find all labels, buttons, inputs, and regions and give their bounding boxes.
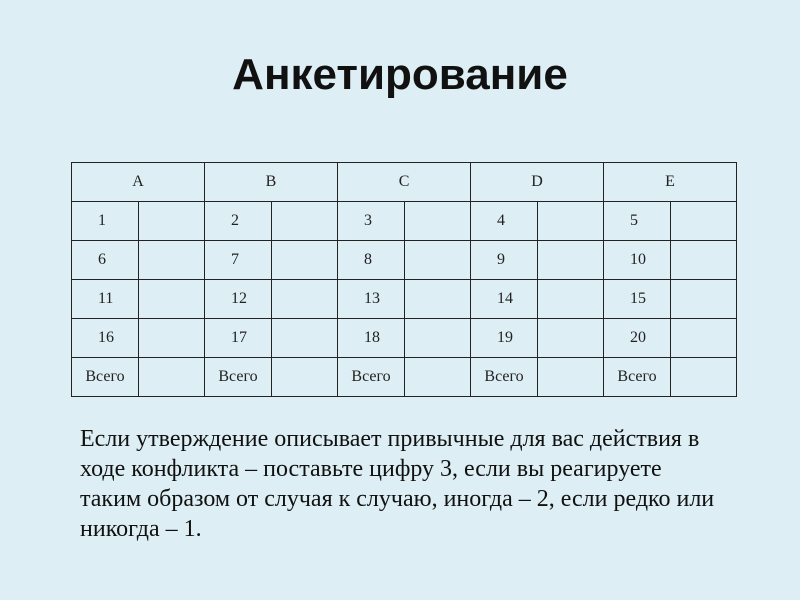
total-label: Всего [471, 358, 538, 397]
total-cell [538, 358, 604, 397]
column-header: B [205, 163, 338, 202]
question-number: 19 [471, 319, 538, 358]
question-number: 2 [205, 202, 272, 241]
answer-cell [538, 280, 604, 319]
answer-cell [272, 280, 338, 319]
total-cell [139, 358, 205, 397]
total-cell [671, 358, 737, 397]
answer-cell [538, 319, 604, 358]
question-number: 12 [205, 280, 272, 319]
page-title: Анкетирование [232, 50, 568, 99]
instructions-text: Если утверждение описывает привычные для вас действия в ходе конфликта – поставьте цифру 3, если вы реагируете таким образом от случая к случаю, иногда – 2, если редко или никогда – 1. [80, 426, 715, 542]
answer-cell [139, 319, 205, 358]
answer-cell [139, 241, 205, 280]
total-cell [272, 358, 338, 397]
answer-cell [272, 319, 338, 358]
total-label: Всего [604, 358, 671, 397]
answer-cell [671, 202, 737, 241]
survey-table [71, 162, 737, 397]
question-number: 18 [338, 319, 405, 358]
question-number: 17 [205, 319, 272, 358]
table-row [72, 319, 737, 358]
answer-cell [405, 319, 471, 358]
answer-cell [139, 202, 205, 241]
question-number: 14 [471, 280, 538, 319]
answer-cell [272, 241, 338, 280]
question-number: 10 [604, 241, 671, 280]
question-number: 20 [604, 319, 671, 358]
table-total-row [72, 358, 737, 397]
answer-cell [405, 241, 471, 280]
answer-cell [671, 241, 737, 280]
table-row [72, 280, 737, 319]
question-number: 13 [338, 280, 405, 319]
table-row [72, 202, 737, 241]
question-number: 15 [604, 280, 671, 319]
column-header: E [604, 163, 737, 202]
answer-cell [272, 202, 338, 241]
question-number: 5 [604, 202, 671, 241]
column-header: A [72, 163, 205, 202]
question-number: 16 [72, 319, 139, 358]
question-number: 4 [471, 202, 538, 241]
answer-cell [671, 319, 737, 358]
answer-cell [671, 280, 737, 319]
total-label: Всего [338, 358, 405, 397]
answer-cell [405, 280, 471, 319]
question-number: 11 [72, 280, 139, 319]
table-row [72, 241, 737, 280]
answer-cell [139, 280, 205, 319]
answer-cell [405, 202, 471, 241]
question-number: 7 [205, 241, 272, 280]
question-number: 8 [338, 241, 405, 280]
question-number: 1 [72, 202, 139, 241]
answer-cell [538, 241, 604, 280]
question-number: 6 [72, 241, 139, 280]
answer-cell [538, 202, 604, 241]
table-header-row [72, 163, 737, 202]
question-number: 9 [471, 241, 538, 280]
total-label: Всего [72, 358, 139, 397]
total-label: Всего [205, 358, 272, 397]
total-cell [405, 358, 471, 397]
column-header: C [338, 163, 471, 202]
question-number: 3 [338, 202, 405, 241]
column-header: D [471, 163, 604, 202]
